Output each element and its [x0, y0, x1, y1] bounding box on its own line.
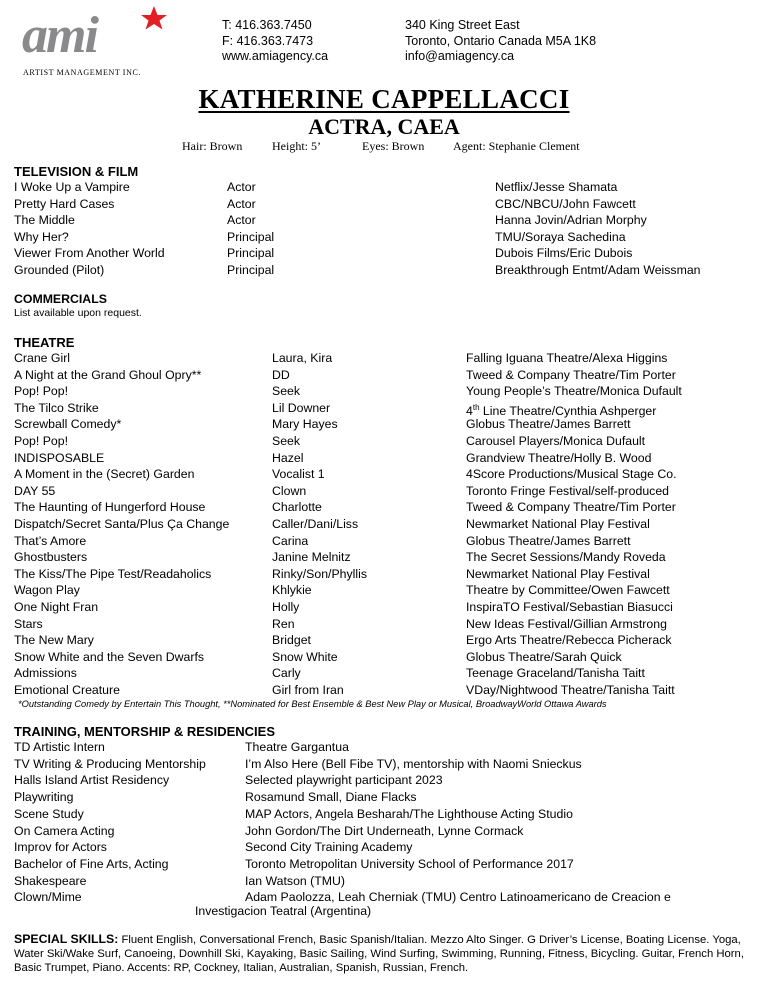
credit-company: InspiraTO Festival/Sebastian Biasucci — [466, 600, 673, 614]
training-details: MAP Actors, Angela Besharah/The Lighthouse Acting Studio — [245, 806, 573, 821]
training-discipline: Playwriting — [14, 790, 74, 805]
credit-title: Snow White and the Seven Dwarfs — [14, 649, 205, 664]
table-row — [14, 772, 768, 788]
training-details: Second City Training Academy — [245, 840, 413, 855]
credit-role: Principal — [227, 263, 275, 277]
table-row — [14, 516, 768, 532]
credit-title: The Kiss/The Pipe Test/Readaholics — [14, 566, 212, 581]
logo-caption: ARTIST MANAGEMENT INC. — [23, 68, 141, 77]
training-details: I’m Also Here (Bell Fibe TV), mentorship with Naomi Snieckus — [245, 756, 582, 771]
contact-left — [222, 18, 328, 65]
performer-name: KATHERINE CAPPELLACCI — [198, 84, 570, 114]
table-row — [14, 665, 768, 681]
credit-title: Wagon Play — [14, 583, 80, 598]
credit-title: A Night at the Grand Ghoul Opry** — [14, 367, 202, 382]
stat-hair: Hair: Brown — [182, 139, 243, 153]
credit-company: Grandview Theatre/Holly B. Wood — [466, 450, 652, 465]
credit-company: Tweed & Company Theatre/Tim Porter — [466, 500, 676, 515]
table-row — [14, 179, 768, 195]
table-row — [14, 599, 768, 615]
table-row — [14, 582, 768, 598]
training-discipline: TV Writing & Producing Mentorship — [14, 756, 206, 771]
credit-title: Screwball Comedy* — [14, 417, 122, 432]
contact-address-line2: Toronto, Ontario Canada M5A 1K8 — [405, 33, 597, 48]
table-row — [14, 533, 768, 549]
training-continuation: Investigacion Teatral (Argentina) — [195, 904, 372, 918]
credit-title: Dispatch/Secret Santa/Plus Ça Change — [14, 517, 230, 531]
table-row — [14, 856, 768, 872]
credit-title: Viewer From Another World — [14, 246, 165, 261]
credit-role: Laura, Kira — [272, 351, 333, 365]
credit-title: Crane Girl — [14, 351, 71, 365]
training-details: Rosamund Small, Diane Flacks — [245, 790, 417, 805]
credit-title: Pop! Pop! — [14, 384, 69, 399]
table-row — [14, 450, 768, 466]
contact-website[interactable]: www.amiagency.ca — [222, 49, 329, 63]
credit-company: VDay/Nightwood Theatre/Tanisha Taitt — [466, 683, 675, 697]
training-discipline: Scene Study — [14, 806, 84, 821]
credit-company: 4th Line Theatre/Cynthia Ashperger — [466, 402, 657, 418]
credit-company: Theatre by Committee/Owen Fawcett — [466, 583, 670, 598]
table-row — [14, 466, 768, 482]
credit-role: Principal — [227, 229, 275, 244]
table-row — [14, 196, 768, 212]
table-row — [14, 873, 768, 889]
section-title-special-skills: SPECIAL SKILLS: — [14, 932, 119, 946]
credit-role: Lil Downer — [272, 400, 331, 415]
training-details: John Gordon/The Dirt Underneath, Lynne Cormack — [245, 823, 524, 838]
credit-role: Seek — [272, 434, 301, 448]
credit-title: DAY 55 — [14, 483, 56, 498]
section-title-theatre: THEATRE — [14, 335, 75, 350]
credit-company: Breakthrough Entmt/Adam Weissman — [495, 263, 701, 277]
credit-role: DD — [272, 367, 290, 382]
credit-role: Carina — [272, 533, 309, 548]
credit-role: Vocalist 1 — [272, 467, 325, 482]
table-row — [14, 262, 768, 278]
credit-company: Ergo Arts Theatre/Rebecca Picherack — [466, 633, 672, 648]
training-discipline: On Camera Acting — [14, 823, 115, 838]
table-row — [14, 499, 768, 515]
contact-email[interactable]: info@amiagency.ca — [405, 49, 515, 63]
table-row — [14, 616, 768, 632]
credit-role: Seek — [272, 384, 301, 399]
training-discipline: Improv for Actors — [14, 840, 107, 855]
credit-company: Falling Iguana Theatre/Alexa Higgins — [466, 351, 668, 365]
credit-title: Ghostbusters — [14, 550, 88, 565]
theatre-footnote: *Outstanding Comedy by Entertain This Thought, **Nominated for Best Ensemble & Best New Play or Musical, BroadwayWorld Ottawa Awards — [18, 699, 607, 709]
credit-role: Clown — [272, 483, 307, 498]
credit-role: Bridget — [272, 633, 311, 648]
table-row — [14, 649, 768, 665]
stat-height: Height: 5’ — [272, 139, 321, 153]
contact-fax: F: 416.363.7473 — [222, 33, 314, 48]
training-discipline: Halls Island Artist Residency — [14, 773, 170, 788]
credit-role: Khlykie — [272, 583, 312, 598]
training-details: Adam Paolozza, Leah Cherniak (TMU) Centro Latinoamericano de Creacion e — [245, 890, 671, 905]
credit-role: Actor — [227, 196, 256, 211]
union-affiliations: ACTRA, CAEA — [308, 114, 460, 139]
training-discipline: TD Artistic Intern — [14, 740, 105, 754]
credit-company: Newmarket National Play Festival — [466, 566, 650, 581]
credit-role: Girl from Iran — [272, 683, 344, 697]
credit-title: One Night Fran — [14, 600, 99, 614]
credit-company: Toronto Fringe Festival/self-produced — [466, 483, 669, 498]
training-details: Toronto Metropolitan University School of Performance 2017 — [245, 856, 574, 871]
credit-role: Carly — [272, 666, 301, 681]
section-title-tv-film: TELEVISION & FILM — [14, 164, 139, 179]
table-row — [14, 889, 768, 905]
contact-address-line1: 340 King Street East — [405, 18, 520, 32]
table-row — [14, 566, 768, 582]
credit-title: A Moment in the (Secret) Garden — [14, 467, 195, 482]
credit-role: Mary Hayes — [272, 417, 338, 432]
credit-company: Tweed & Company Theatre/Tim Porter — [466, 367, 676, 382]
credit-role: Actor — [227, 213, 256, 228]
table-row — [14, 416, 768, 432]
table-row — [14, 350, 768, 366]
credit-title: Admissions — [14, 666, 77, 681]
credit-company: Globus Theatre/Sarah Quick — [466, 649, 622, 664]
credit-company: The Secret Sessions/Mandy Roveda — [466, 550, 666, 565]
credit-title: The Haunting of Hungerford House — [14, 500, 206, 515]
table-row — [14, 549, 768, 565]
table-row — [14, 383, 768, 399]
credit-title: Stars — [14, 616, 43, 631]
table-row — [14, 789, 768, 805]
stat-eyes: Eyes: Brown — [362, 139, 425, 153]
section-title-commercials: COMMERCIALS — [14, 292, 107, 306]
credit-role: Holly — [272, 600, 300, 614]
credit-role: Caller/Dani/Liss — [272, 517, 359, 531]
table-row — [14, 806, 768, 822]
training-discipline: Shakespeare — [14, 873, 87, 888]
table-row — [14, 739, 768, 755]
special-skills — [14, 932, 754, 975]
table-row — [14, 433, 768, 449]
credit-company: New Ideas Festival/Gillian Armstrong — [466, 616, 667, 631]
training-details: Ian Watson (TMU) — [245, 873, 345, 888]
contact-right — [405, 18, 596, 65]
credit-company: TMU/Soraya Sachedina — [495, 229, 626, 244]
table-row — [14, 229, 768, 245]
credit-role: Ren — [272, 616, 295, 631]
credit-role: Actor — [227, 180, 256, 194]
credit-company: Newmarket National Play Festival — [466, 517, 650, 531]
credit-role: Janine Melnitz — [272, 550, 351, 565]
credit-company: Young People’s Theatre/Monica Dufault — [466, 384, 682, 399]
table-row — [14, 632, 768, 648]
credit-company: Netflix/Jesse Shamata — [495, 180, 618, 194]
table-row — [14, 483, 768, 499]
credit-company: Globus Theatre/James Barrett — [466, 417, 631, 432]
credit-role: Charlotte — [272, 500, 322, 515]
training-discipline: Clown/Mime — [14, 890, 82, 905]
training-discipline: Bachelor of Fine Arts, Acting — [14, 856, 169, 871]
credit-title: The Tilco Strike — [14, 400, 99, 415]
credit-company: Teenage Graceland/Tanisha Taitt — [466, 666, 645, 681]
credit-title: Pretty Hard Cases — [14, 196, 115, 211]
table-row — [14, 756, 768, 772]
credit-company: CBC/NBCU/John Fawcett — [495, 196, 636, 211]
credit-title: INDISPOSABLE — [14, 450, 105, 465]
table-row — [14, 367, 768, 383]
credit-company: Dubois Films/Eric Dubois — [495, 246, 633, 261]
section-title-training: TRAINING, MENTORSHIP & RESIDENCIES — [14, 724, 275, 739]
table-row — [14, 400, 768, 416]
credit-company: Globus Theatre/James Barrett — [466, 533, 631, 548]
credit-title: Pop! Pop! — [14, 434, 69, 448]
credit-title: I Woke Up a Vampire — [14, 180, 130, 194]
credit-title: That’s Amore — [14, 533, 87, 548]
table-row — [14, 245, 768, 261]
table-row — [14, 839, 768, 855]
table-row — [14, 823, 768, 839]
training-details: Selected playwright participant 2023 — [245, 773, 443, 788]
credit-title: Grounded (Pilot) — [14, 263, 105, 277]
commercials-note: List available upon request. — [14, 307, 142, 319]
credit-title: Why Her? — [14, 229, 69, 244]
credit-company: Carousel Players/Monica Dufault — [466, 434, 646, 448]
credit-title: The New Mary — [14, 633, 94, 648]
credit-company: Hanna Jovin/Adrian Morphy — [495, 213, 647, 228]
credit-title: The Middle — [14, 213, 75, 228]
contact-phone: T: 416.363.7450 — [222, 18, 312, 32]
credit-role: Rinky/Son/Phyllis — [272, 566, 367, 581]
logo-wordmark: ami — [22, 7, 97, 64]
credit-company: 4Score Productions/Musical Stage Co. — [466, 467, 677, 482]
training-details: Theatre Gargantua — [245, 740, 349, 754]
credit-role: Principal — [227, 246, 275, 261]
table-row — [14, 682, 768, 698]
credit-role: Snow White — [272, 649, 338, 664]
agency-logo — [18, 4, 168, 80]
credit-role: Hazel — [272, 450, 304, 465]
credit-title: Emotional Creature — [14, 683, 120, 697]
table-row — [14, 212, 768, 228]
stat-agent: Agent: Stephanie Clement — [453, 139, 580, 153]
special-skills-text: Fluent English, Conversational French, Basic Spanish/Italian. Mezzo Alto Singer. G Driver’s License, Boating License. Yoga, Water Ski/Wake Surf, Canoeing, Downhill Ski, Kayaking, Basic Sailing, Wind Surfing, Swimming, Running, Fitness, Bicycling. Guitar, French Horn, Basic Trumpet, Piano. Accents: RP, Cockney, Italian, Australian, Spanish, Russian, French. — [14, 934, 744, 974]
